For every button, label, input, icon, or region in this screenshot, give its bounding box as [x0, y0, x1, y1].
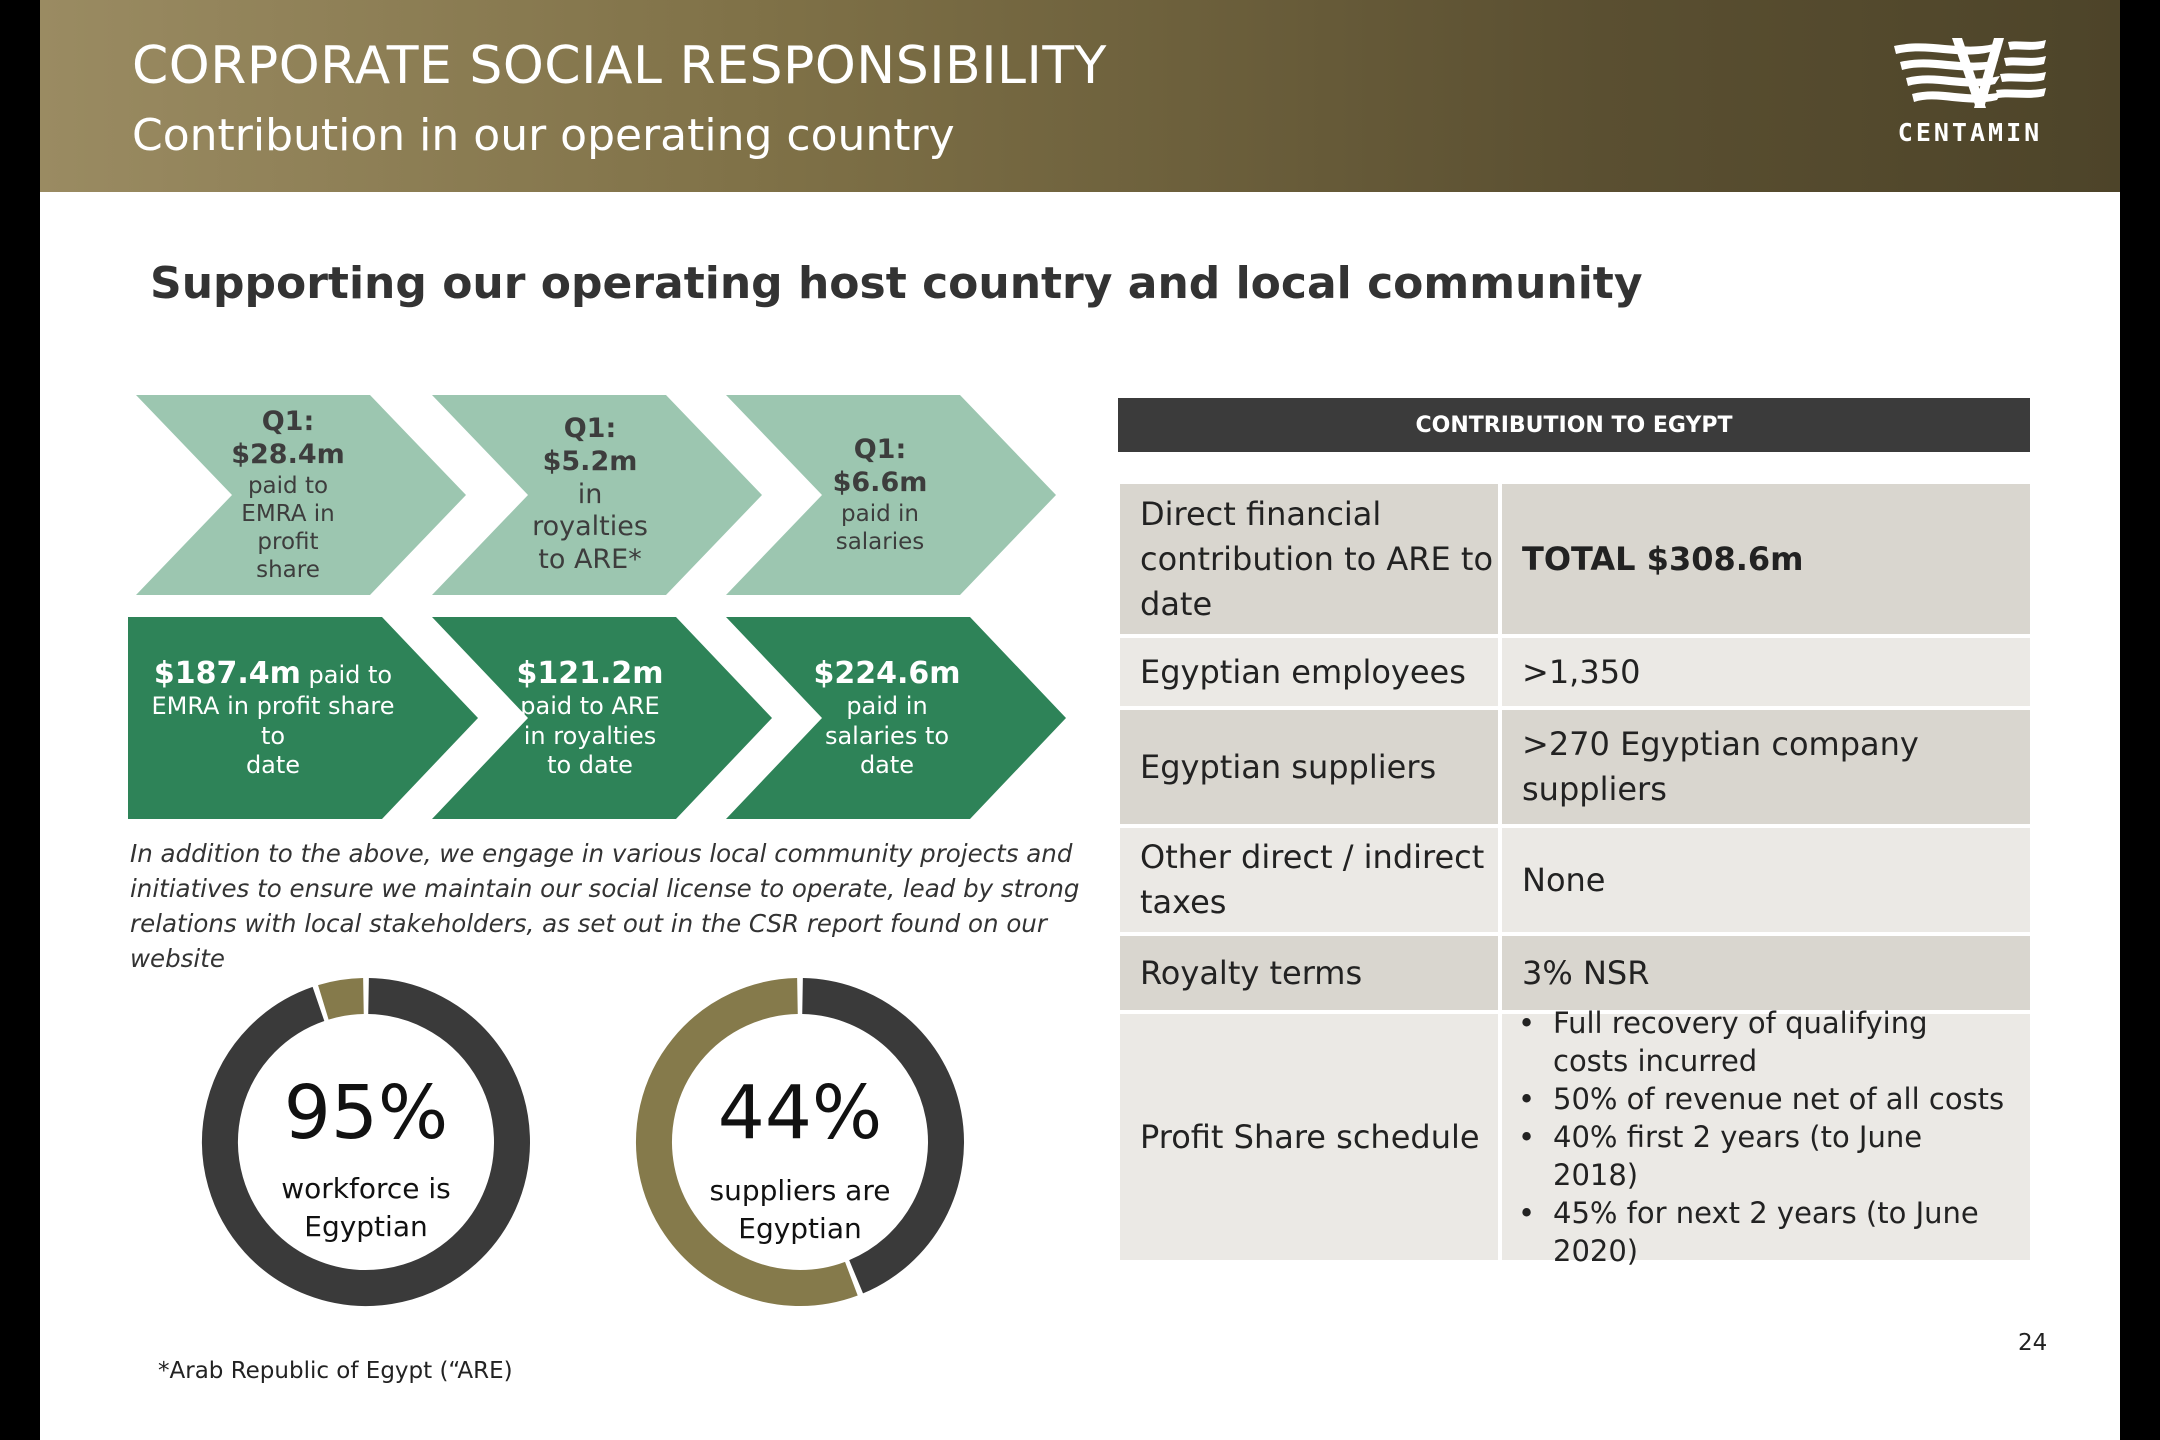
donut-percent: 95% [283, 1070, 449, 1156]
chevron-q1-label: Q1: [261, 405, 315, 437]
slide-subtitle: Contribution in our operating country [132, 110, 955, 161]
table-row-value: None [1502, 828, 2030, 932]
chevron-text: in royalties [523, 721, 657, 750]
table-row-label: Other direct / indirect taxes [1120, 828, 1498, 932]
chevron-todate-profit-share [128, 617, 478, 819]
donut-label: Egyptian [304, 1210, 428, 1243]
donut-label: Egyptian [738, 1212, 862, 1245]
table-row-value: >1,350 [1502, 638, 2030, 706]
chevron-amount: $6.6m [832, 466, 928, 498]
chevron-text: salaries to [824, 721, 950, 750]
table-row-value: >270 Egyptian company suppliers [1502, 710, 2030, 824]
list-item: • 45% for next 2 years (to June 2020) [1516, 1194, 2010, 1270]
chevron-text: profit [257, 528, 319, 555]
table-row [1120, 710, 2030, 824]
chevron-amount: $187.4m [153, 655, 301, 691]
slide-title: CORPORATE SOCIAL RESPONSIBILITY [132, 36, 1107, 96]
table-row-value: 3% NSR [1502, 936, 2030, 1010]
chevron-text: salaries [835, 528, 925, 555]
header-banner [40, 0, 2120, 192]
chevron-text: to ARE* [538, 544, 642, 576]
section-heading: Supporting our operating host country and local community [150, 258, 1643, 309]
donut-suppliers [630, 972, 970, 1312]
list-item: • Full recovery of qualifying costs incurred [1516, 1004, 2010, 1080]
chevron-q1-label: Q1: [853, 434, 907, 466]
table-row [1120, 638, 2030, 706]
table-row-label: Egyptian suppliers [1120, 710, 1498, 824]
chevron-todate-royalties [432, 617, 772, 819]
donut-label: suppliers are [709, 1174, 891, 1207]
table-row [1120, 828, 2030, 932]
donut-segment-rest [323, 996, 363, 1002]
table-row [1120, 484, 2030, 634]
chevron-q1-royalties [432, 395, 762, 595]
slide [40, 0, 2120, 1440]
chevron-text: EMRA in profit share to [151, 692, 395, 750]
chevron-amount: $28.4m [231, 438, 345, 470]
chevron-text: date [245, 750, 301, 779]
logo-text: CENTAMIN [1897, 118, 2043, 147]
chevron-text: date [859, 750, 915, 779]
chevron-amount: $5.2m [542, 445, 638, 477]
profit-share-list [1516, 1004, 2010, 1270]
chevron-q1-salaries [726, 395, 1056, 595]
chevron-text: paid to [300, 660, 393, 689]
chevron-amount: $224.6m [813, 655, 961, 691]
table-header: CONTRIBUTION TO EGYPT [1118, 398, 2030, 452]
chevron-text: paid to ARE [520, 692, 660, 721]
chevron-text: EMRA in [241, 500, 335, 527]
community-paragraph: In addition to the above, we engage in various local community projects and initiatives to ensure we maintain our social license to operate, lead by strong relations with local stakeholders, as set out in the CSR report found on our website [130, 839, 1080, 973]
page-number: 24 [2018, 1330, 2048, 1356]
chevron-text: in [577, 478, 603, 510]
chevron-todate-salaries [726, 617, 1066, 819]
chevron-amount: $121.2m [516, 655, 664, 691]
donut-workforce [196, 972, 536, 1312]
donut-percent: 44% [717, 1070, 883, 1156]
donut-label: workforce is [281, 1172, 451, 1205]
table-row-label: Direct financial contribution to ARE to date [1120, 484, 1498, 634]
table-row [1120, 936, 2030, 1010]
table-row [1120, 1006, 2030, 1268]
table-row-label: Egyptian employees [1120, 638, 1498, 706]
table-row-value: TOTAL $308.6m [1502, 484, 2030, 634]
chevron-text: share [256, 556, 320, 583]
chevron-text: paid in [846, 692, 928, 721]
list-item: • 40% first 2 years (to June 2018) [1516, 1118, 2010, 1194]
chevron-q1-profit-share [136, 395, 466, 595]
table-row-value [1502, 1006, 2030, 1268]
chevron-text: to date [547, 750, 633, 779]
footnote: *Arab Republic of Egypt (“ARE) [158, 1358, 513, 1384]
chevron-text: paid in [841, 500, 919, 527]
chevron-q1-label: Q1: [563, 412, 617, 444]
chevron-text: royalties [532, 511, 648, 543]
chevron-text: paid to [247, 472, 329, 499]
list-item: • 50% of revenue net of all costs [1516, 1080, 2010, 1118]
table-row-label: Royalty terms [1120, 936, 1498, 1010]
table-row-label: Profit Share schedule [1120, 1014, 1498, 1260]
